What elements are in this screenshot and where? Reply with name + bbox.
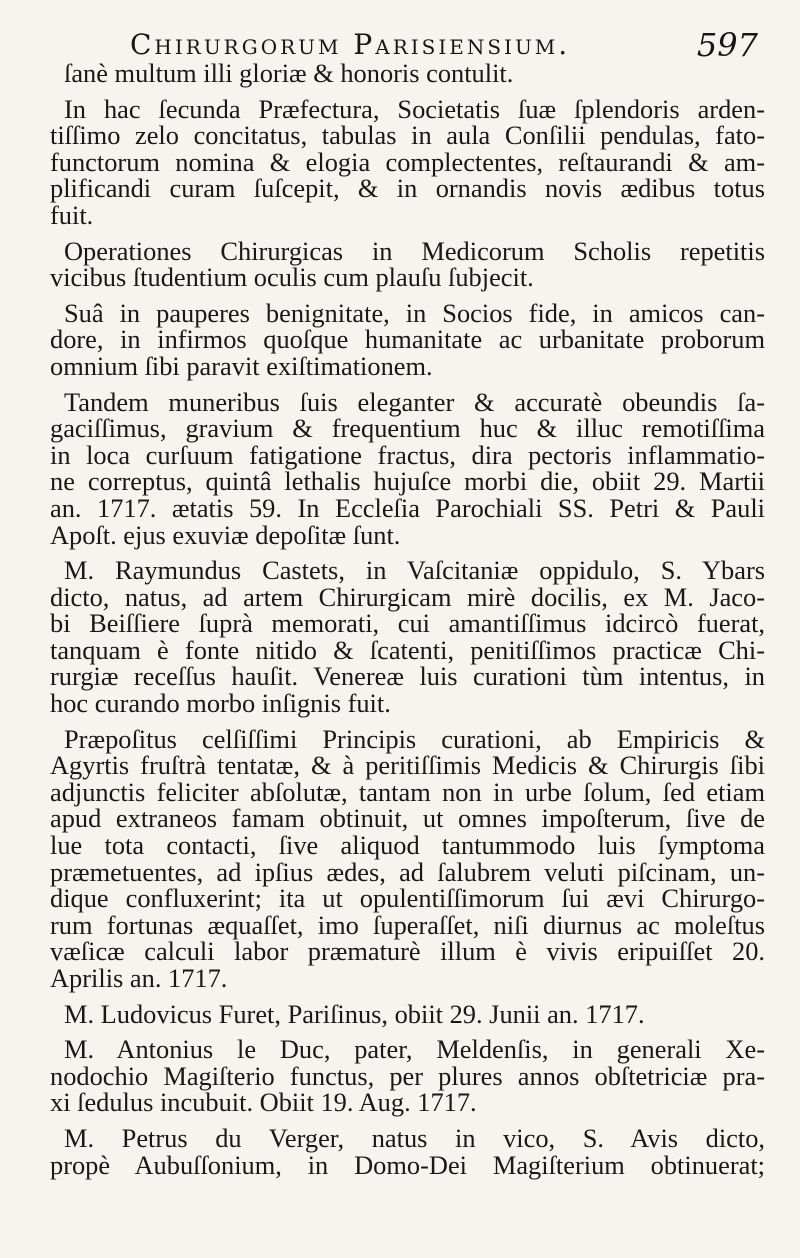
paragraph [50,723,765,993]
text-line: In hac ſecunda Præfectura, Societatis ſuæ ſplendoris arden- [64,93,765,124]
text-line: ſanè multum illi gloriæ & honoris contulit. [64,58,514,88]
text-line: dore, in infirmos quoſque humanitate ac urbanitate proborum [50,324,765,355]
text-line: dique confluxerint; ita ut opulentiſſimorum ſui ævi Chirurgo- [50,883,765,914]
paragraph [50,60,765,87]
text-line: Aprilis an. 1717. [50,963,228,993]
text-line: Tandem muneribus ſuis eleganter & accuratè obeundis ſa- [64,386,765,417]
paragraph [50,386,765,550]
text-line: Agyrtis fruſtrà tentatæ, & à peritiſſimis Medicis & Chirurgis ſibi [50,750,765,781]
paragraph [50,297,765,381]
page-number: 597 [696,26,758,64]
paragraph [50,557,765,717]
text-line: fuit. [50,199,94,230]
text-line: M. Antonius le Duc, pater, Meldenſis, in generali Xe- [64,1034,765,1065]
paragraph [50,998,765,1029]
paragraph [50,1036,765,1116]
text-line: dicto, natus, ad artem Chirurgicam mirè docilis, ex M. Jaco- [50,581,765,612]
text-line: hoc curando morbo inſignis fuit. [50,688,391,719]
text-line: rum fortunas æquaſſet, imo ſuperaſſet, niſi diurnus ac moleſtus [50,909,765,940]
text-line: tiſſimo zelo concitatus, tabulas in aula Conſilii pendulas, fato- [50,120,765,151]
text-line: rurgiæ receſſus hauſit. Venereæ luis curationi tùm intentus, in [50,661,765,692]
text-line: plificandi curam ſuſcepit, & in ornandis novis ædibus totus [50,173,765,204]
paragraph [50,235,765,293]
text-line: tanquam è fonte nitido & ſcatenti, penitiſſimos practicæ Chi- [50,634,765,665]
page-body [50,60,765,1178]
text-line: propè Aubuſſonium, in Domo-Dei Magiſterium obtinuerat; [50,1149,765,1180]
text-line: functorum nomina & elogia complectentes, reſtaurandi & am- [50,146,765,177]
text-line: M. Petrus du Verger, natus in vico, S. Avis dicto, [64,1122,765,1153]
paragraph [50,93,765,230]
text-line: xi ſedulus incubuit. Obiit 19. Aug. 1717. [50,1087,477,1118]
text-line: Suâ in pauperes benignitate, in Socios fide, in amicos can- [64,297,765,328]
text-line: gaciſſimus, gravium & frequentium huc & illuc remotiſſima [50,413,765,444]
paragraph [50,1122,765,1180]
text-line: lue tota contacti, ſive aliquod tantummodo luis ſymptoma [50,830,765,861]
text-line: præmetuentes, ad ipſius ædes, ad ſalubrem veluti piſcinam, un- [50,856,765,887]
text-line: apud extraneos famam obtinuit, ut omnes impoſterum, ſive de [50,803,765,834]
text-line: Præpoſitus celſiſſimi Principis curationi, ab Empiricis & [64,723,765,754]
text-line: an. 1717. ætatis 59. In Eccleſia Parochiali SS. Petri & Pauli [50,492,765,523]
text-line: vicibus ſtudentium oculis cum plauſu ſubjecit. [50,262,534,293]
text-line: væſicæ calculi labor præmaturè illum è vivis eripuiſſet 20. [50,936,765,967]
text-line: M. Raymundus Castets, in Vaſcitaniæ oppidulo, S. Ybars [64,555,765,586]
text-line: nodochio Magiſterio functus, per plures annos obſtetriciæ pra- [50,1060,765,1091]
text-line: omnium ſibi paravit exiſtimationem. [50,350,433,381]
text-line: in loca curſuum fatigatione fractus, dira pectoris inflammatio- [50,439,765,470]
text-line: ne correptus, quintâ lethalis hujuſce morbi die, obiit 29. Martii [50,466,765,497]
text-line: adjunctis feliciter abſolutæ, tantam non in urbe ſolum, ſed etiam [50,776,765,807]
running-title: Chirurgorum Parisiensium. [130,28,571,61]
text-line: Apoſt. ejus exuviæ depoſitæ ſunt. [50,519,401,550]
text-line: Operationes Chirurgicas in Medicorum Scholis repetitis [64,235,765,266]
text-line: M. Ludovicus Furet, Pariſinus, obiit 29. Junii an. 1717. [64,998,645,1029]
text-line: bi Beiſſiere ſuprà memorati, cui amantiſſimus idcircò fuerat, [50,608,765,639]
